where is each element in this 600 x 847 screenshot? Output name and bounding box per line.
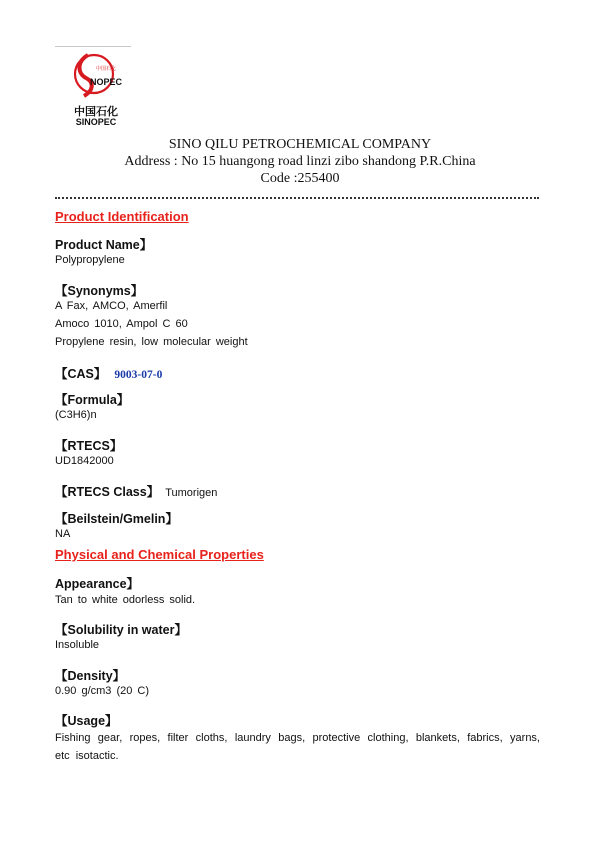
usage-value: Fishing gear, ropes, filter cloths, laundry bags, protective clothing, blankets, fabrics, yarns, etc isotactic.	[55, 732, 540, 762]
sinopec-emblem-icon	[66, 52, 126, 102]
beilstein-label: 【Beilstein/Gmelin】	[55, 512, 178, 526]
rtecs-value: UD1842000	[55, 455, 114, 467]
section-product-identification: Product Identification	[55, 209, 189, 224]
appearance-label: Appearance】	[55, 577, 140, 591]
rtecs-class-label: 【RTECS Class】	[55, 485, 160, 499]
solubility-value: Insoluble	[55, 639, 100, 651]
solubility-label: 【Solubility in water】	[55, 623, 187, 637]
rtecs-class-value: Tumorigen	[165, 487, 218, 499]
synonym-line-2: Amoco 1010, Ampol C 60	[55, 318, 188, 330]
postal-code: Code :255400	[260, 171, 340, 186]
logo-rule	[55, 46, 131, 47]
svg-text:NOPEC: NOPEC	[90, 77, 123, 87]
cas-row	[55, 364, 162, 382]
synonym-line-1: A Fax, AMCO, Amerfil	[55, 300, 168, 312]
cas-value: 9003-07-0	[114, 369, 163, 381]
appearance-value: Tan to white odorless solid.	[55, 594, 196, 606]
rtecs-label: 【RTECS】	[55, 439, 123, 453]
dotted-divider	[55, 197, 539, 199]
formula-value: (C3H6)n	[55, 409, 97, 421]
synonyms-label: 【Synonyms】	[55, 284, 144, 298]
company-name: SINO QILU PETROCHEMICAL COMPANY	[168, 137, 432, 152]
rtecs-class-row	[55, 482, 217, 500]
product-name-label: Product Name】	[55, 238, 153, 252]
beilstein-value: NA	[55, 528, 71, 540]
svg-text:中国石化: 中国石化	[96, 66, 117, 72]
density-label: 【Density】	[55, 669, 126, 683]
section-physical-chemical: Physical and Chemical Properties	[55, 547, 264, 562]
product-name-value: Polypropylene	[55, 254, 125, 266]
cas-label: 【CAS】	[55, 367, 107, 381]
company-address: Address : No 15 huangong road linzi zibo shandong P.R.China	[124, 154, 476, 169]
formula-label: 【Formula】	[55, 393, 130, 407]
logo-chinese-text: 中国石化	[74, 105, 118, 118]
density-value: 0.90 g/cm3 (20 C)	[55, 685, 150, 697]
usage-label: 【Usage】	[55, 714, 118, 728]
synonym-line-3: Propylene resin, low molecular weight	[55, 336, 248, 348]
logo-english-text: SINOPEC	[75, 117, 117, 127]
